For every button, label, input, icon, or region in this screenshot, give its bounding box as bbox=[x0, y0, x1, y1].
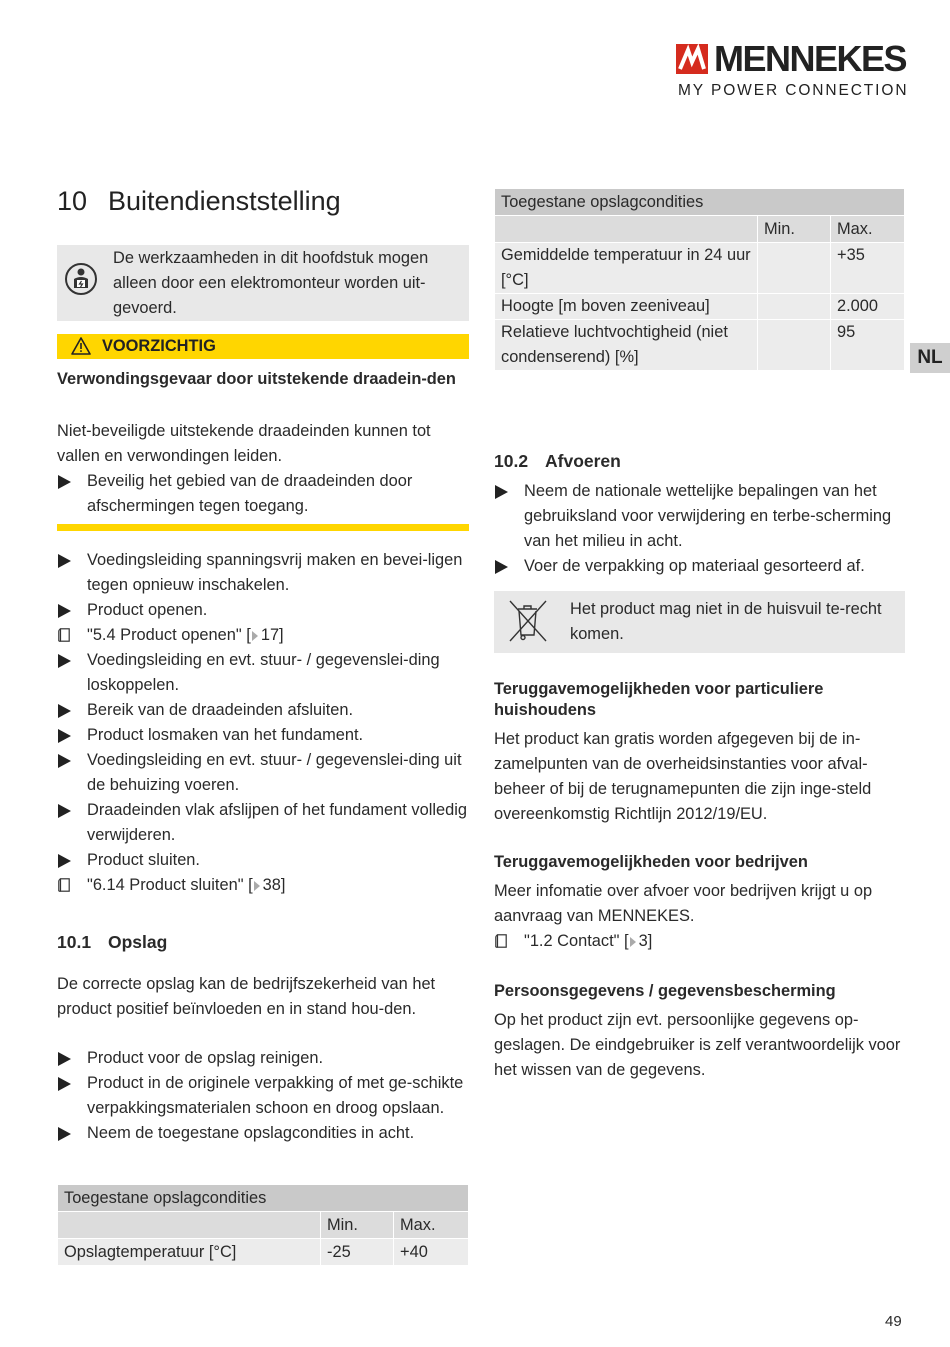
list-item: Product in de originele verpakking of met ge-schikte verpakkingsmaterialen schoon en droog opslaan. bbox=[57, 1071, 469, 1121]
warning-body: Niet-beveiligde uitstekende draadeinden kunnen tot vallen en verwondingen leiden. bbox=[57, 422, 431, 465]
list-item: Product voor de opslag reinigen. bbox=[57, 1046, 469, 1071]
mennekes-logo-mark-icon bbox=[676, 44, 708, 74]
decommission-steps bbox=[57, 548, 469, 898]
table-header-min: Min. bbox=[321, 1212, 394, 1239]
arrow-bullet-icon bbox=[58, 1127, 71, 1141]
table-row: Gemiddelde temperatuur in 24 uur [°C] +35 bbox=[495, 243, 905, 294]
section-number: 10 bbox=[57, 186, 88, 216]
table-title: Toegestane opslagcondities bbox=[495, 189, 905, 216]
list-item: Neem de nationale wettelijke bepalingen van het gebruiksland voor verwijdering en terbe-scherming van het milieu in acht. bbox=[494, 479, 905, 554]
page-pointer-icon bbox=[630, 937, 636, 947]
warning-end-line bbox=[57, 524, 469, 531]
brand-tagline: MY POWER CONNECTION bbox=[678, 82, 909, 99]
storage-conditions-table bbox=[494, 188, 905, 371]
warning-label: VOORZICHTIG bbox=[102, 337, 216, 355]
list-item: Beveilig het gebied van de draadeinden door afschermingen tegen toegang. bbox=[57, 469, 469, 519]
info-text: De werkzaamheden in dit hoofdstuk mogen alleen door een elektromonteur worden uit-gevoerd. bbox=[113, 249, 429, 317]
subsection-heading-opslag: 10.1 Opslag bbox=[57, 932, 168, 952]
cross-reference[interactable]: "6.14 Product sluiten" [ 38] bbox=[57, 873, 469, 898]
waste-notice-box bbox=[494, 591, 905, 653]
section-title: Buitendienststelling bbox=[108, 186, 341, 216]
arrow-bullet-icon bbox=[58, 729, 71, 743]
arrow-bullet-icon bbox=[495, 560, 508, 574]
arrow-bullet-icon bbox=[58, 604, 71, 618]
opslag-steps bbox=[57, 1046, 469, 1146]
list-item: Voedingsleiding en evt. stuur- / gegevenslei-ding uit de behuizing voeren. bbox=[57, 748, 469, 798]
brand-name: MENNEKES bbox=[714, 38, 907, 79]
warning-title: Verwondingsgevaar door uitstekende draadein-den bbox=[57, 370, 456, 388]
warning-triangle-icon bbox=[71, 337, 91, 355]
list-item: Bereik van de draadeinden afsluiten. bbox=[57, 698, 469, 723]
crossed-out-wheelie-bin-icon bbox=[508, 599, 548, 643]
arrow-bullet-icon bbox=[58, 804, 71, 818]
opslag-table bbox=[57, 1184, 469, 1266]
arrow-bullet-icon bbox=[58, 654, 71, 668]
arrow-bullet-icon bbox=[58, 704, 71, 718]
business-heading: Teruggavemogelijkheden voor bedrijven bbox=[494, 853, 808, 871]
table-row: Hoogte [m boven zeeniveau] 2.000 bbox=[495, 294, 905, 320]
table-header-min: Min. bbox=[758, 216, 831, 243]
arrow-bullet-icon bbox=[58, 754, 71, 768]
privacy-heading: Persoonsgegevens / gegevensbescherming bbox=[494, 982, 836, 1000]
list-item: Product losmaken van het fundament. bbox=[57, 723, 469, 748]
section-heading bbox=[57, 186, 341, 217]
table-header-max: Max. bbox=[394, 1212, 469, 1239]
book-reference-icon bbox=[58, 628, 70, 642]
list-item: Voer de verpakking op materiaal gesorteerd af. bbox=[494, 554, 905, 579]
table-row: Relatieve luchtvochtigheid (niet condenserend) [%] 95 bbox=[495, 320, 905, 371]
brand-logo bbox=[676, 38, 909, 102]
table-title: Toegestane opslagcondities bbox=[58, 1185, 469, 1212]
book-reference-icon bbox=[495, 934, 507, 948]
waste-notice-text: Het product mag niet in de huisvuil te-recht komen. bbox=[570, 600, 882, 643]
table-header-max: Max. bbox=[831, 216, 905, 243]
warning-action-list bbox=[57, 469, 469, 519]
list-item: Neem de toegestane opslagcondities in acht. bbox=[57, 1121, 469, 1146]
subsection-heading-afvoeren: 10.2 Afvoeren bbox=[494, 451, 621, 471]
language-tab: NL bbox=[910, 343, 950, 373]
list-item: Product openen. bbox=[57, 598, 469, 623]
page-pointer-icon bbox=[252, 631, 258, 641]
arrow-bullet-icon bbox=[58, 1077, 71, 1091]
arrow-bullet-icon bbox=[58, 475, 71, 489]
info-box bbox=[57, 245, 469, 321]
book-reference-icon bbox=[58, 878, 70, 892]
arrow-bullet-icon bbox=[58, 554, 71, 568]
arrow-bullet-icon bbox=[58, 854, 71, 868]
private-body: Het product kan gratis worden afgegeven bij de in-zamelpunten van de overheidsinstanties voor afval-beheer of bij de terugnamepunten die zijn inge-steld overeenkomstig Richtlijn 2012/19/EU. bbox=[494, 730, 872, 823]
business-reference bbox=[494, 929, 905, 954]
page-pointer-icon bbox=[254, 881, 260, 891]
cross-reference[interactable]: "5.4 Product openen" [ 17] bbox=[57, 623, 469, 648]
private-heading: Teruggavemogelijkheden voor particuliere huishoudens bbox=[494, 680, 824, 719]
page-number: 49 bbox=[885, 1313, 902, 1330]
cross-reference[interactable]: "1.2 Contact" [ 3] bbox=[494, 929, 905, 954]
warning-bar bbox=[57, 334, 469, 359]
list-item: Voedingsleiding en evt. stuur- / gegevenslei-ding loskoppelen. bbox=[57, 648, 469, 698]
list-item: Voedingsleiding spanningsvrij maken en bevei-ligen tegen opnieuw inschakelen. bbox=[57, 548, 469, 598]
table-row: Opslagtemperatuur [°C] -25 +40 bbox=[58, 1239, 469, 1266]
privacy-body: Op het product zijn evt. persoonlijke gegevens op-geslagen. De eindgebruiker is zelf verantwoordelijk voor het wissen van de gegevens. bbox=[494, 1011, 901, 1079]
electrician-icon bbox=[65, 263, 97, 295]
list-item: Draadeinden vlak afslijpen of het fundament volledig verwijderen. bbox=[57, 798, 469, 848]
list-item: Product sluiten. bbox=[57, 848, 469, 873]
arrow-bullet-icon bbox=[58, 1052, 71, 1066]
opslag-intro: De correcte opslag kan de bedrijfszekerheid van het product positief beïnvloeden en in stand hou-den. bbox=[57, 975, 436, 1018]
afvoeren-steps bbox=[494, 479, 905, 579]
business-body: Meer infomatie over afvoer voor bedrijven krijgt u op aanvraag van MENNEKES. bbox=[494, 882, 873, 925]
arrow-bullet-icon bbox=[495, 485, 508, 499]
